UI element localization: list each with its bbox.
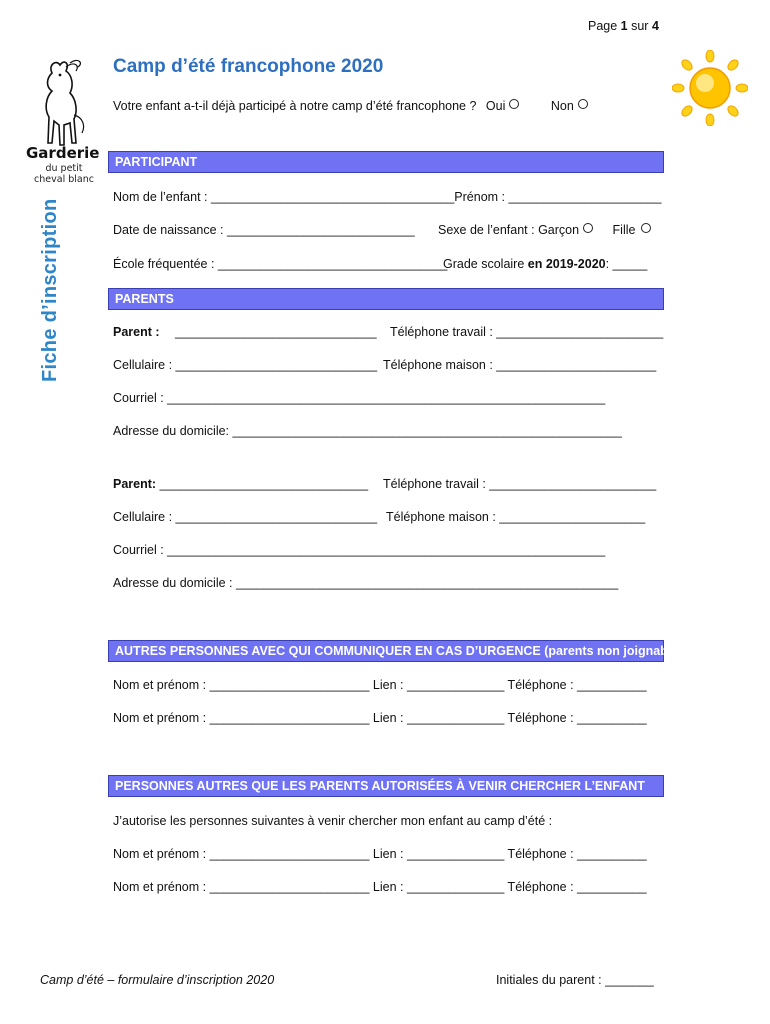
question-text: Votre enfant a-t-il déjà participé à notre camp d’été francophone ? [113,99,477,113]
birthdate-field[interactable]: Date de naissance : ___________________________ [113,223,415,237]
parent2-work-phone[interactable]: Téléphone travail : ________________________ [383,477,657,491]
parent1-cell[interactable]: Cellulaire : _____________________________ [113,358,378,372]
parent2-email[interactable]: Courriel : _______________________________________________________________ [113,543,606,557]
page-middle: sur [627,19,652,33]
page-number [588,19,659,33]
footer-title: Camp d’été – formulaire d’inscription 2020 [40,973,275,987]
sun-icon [672,50,748,126]
authorized-row[interactable]: Nom et prénom : _______________________ Lien : ______________ Téléphone : __________ [113,880,647,894]
side-title: Fiche d’inscription [39,198,61,382]
garcon-radio[interactable] [583,223,593,233]
grade-field[interactable] [443,257,647,271]
emergency-row[interactable]: Nom et prénom : _______________________ Lien : ______________ Téléphone : __________ [113,678,647,692]
logo-line1: du petit [45,163,83,174]
participant-header: PARTICIPANT [108,151,664,173]
parent2-line: ______________________________ [159,477,369,491]
page-total: 4 [651,19,659,33]
emergency-header: AUTRES PERSONNES AVEC QUI COMMUNIQUER EN CAS D’URGENCE (parents non joignables) [108,640,664,662]
grade-blank: : _____ [605,257,648,271]
oui-radio[interactable] [509,99,519,109]
logo-brand: Garderie [26,144,100,162]
horse-logo-icon [30,55,100,150]
parent-initials-field[interactable]: Initiales du parent : _______ [496,973,654,987]
parent2-home-phone[interactable]: Téléphone maison : _____________________ [386,510,646,524]
authorized-row[interactable]: Nom et prénom : _______________________ Lien : ______________ Téléphone : __________ [113,847,647,861]
parent1-home-phone[interactable]: Téléphone maison : _______________________ [383,358,657,372]
question-row [113,99,588,113]
parent2-cell[interactable]: Cellulaire : _____________________________ [113,510,378,524]
parent2-label: Parent: [113,477,157,491]
fille-label: Fille [612,223,636,237]
sex-label: Sexe de l’enfant : Garçon [438,223,580,237]
fille-radio[interactable] [641,223,651,233]
page-current: 1 [620,19,628,33]
grade-year: en 2019-2020 [527,257,606,271]
emergency-row[interactable]: Nom et prénom : _______________________ Lien : ______________ Téléphone : __________ [113,711,647,725]
parent2-field[interactable] [113,477,368,491]
parent1-email[interactable]: Courriel : _______________________________________________________________ [113,391,606,405]
sex-row [438,223,651,237]
logo-subtitle [22,163,106,185]
page-prefix: Page [588,19,621,33]
grade-label: Grade scolaire [443,257,528,271]
non-radio[interactable] [578,99,588,109]
parent1-field[interactable] [113,325,377,339]
parent1-work-phone[interactable]: Téléphone travail : ________________________ [390,325,664,339]
parents-header: PARENTS [108,288,664,310]
school-field[interactable]: École fréquentée : _________________________________ [113,257,448,271]
parent1-line: _____________________________ [175,325,377,339]
parent2-address[interactable]: Adresse du domicile : _______________________________________________________ [113,576,619,590]
page-title: Camp d’été francophone 2020 [113,56,384,77]
authorized-intro: J’autorise les personnes suivantes à venir chercher mon enfant au camp d’été : [113,814,553,828]
parent1-address[interactable]: Adresse du domicile: ________________________________________________________ [113,424,622,438]
parent1-label: Parent : [113,325,160,339]
non-label: Non [550,99,574,113]
child-name-field[interactable]: Nom de l’enfant : ___________________________________Prénom : ______________________ [113,190,662,204]
authorized-header: PERSONNES AUTRES QUE LES PARENTS AUTORISÉES À VENIR CHERCHER L’ENFANT [108,775,664,797]
oui-label: Oui [485,99,506,113]
logo-line2: cheval blanc [34,174,94,185]
